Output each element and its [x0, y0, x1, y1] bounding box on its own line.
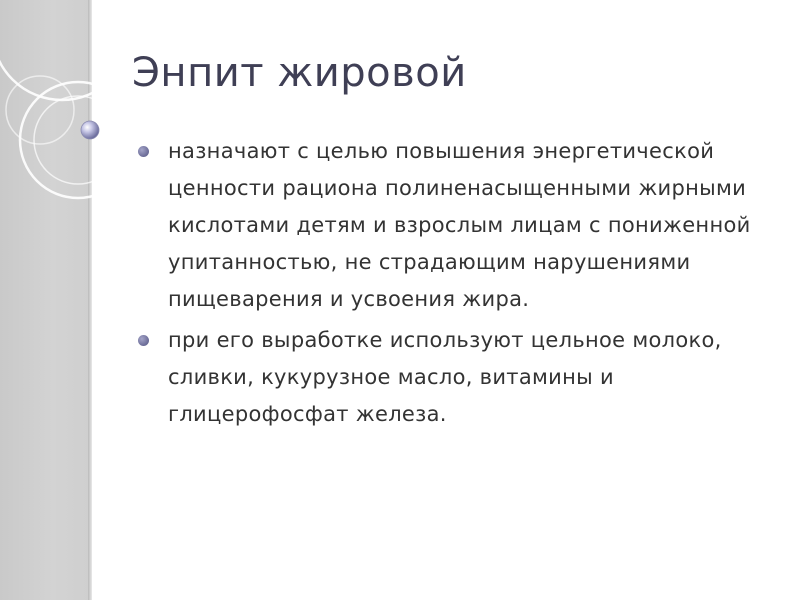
circle-bullet-icon — [138, 146, 149, 157]
side-panel — [0, 0, 88, 600]
bullet-item — [136, 133, 776, 318]
circle-bullet-icon — [138, 335, 149, 346]
bullet-text: назначают с целью повышения энергетической ценности рациона полиненасыщенными жирными кислотами детям и взрослым лицам с пониженной упитанностью, не страдающим нарушениями пищеварения и усвоения жира. — [168, 139, 751, 311]
bullet-list — [136, 133, 776, 437]
side-panel-edge — [88, 0, 92, 600]
bullet-item — [136, 322, 776, 433]
bullet-text: при его выработке используют цельное молоко, сливки, кукурузное масло, витамины и глицерофосфат железа. — [168, 328, 722, 426]
slide-title: Энпит жировой — [132, 50, 467, 96]
